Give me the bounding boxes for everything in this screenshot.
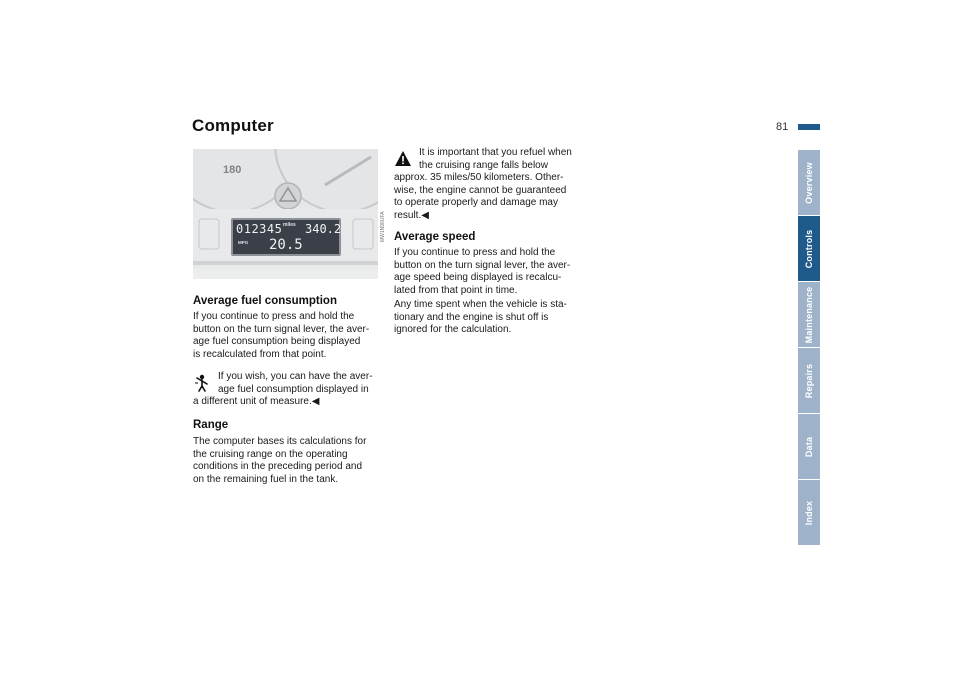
- text-line: Any time spent when the vehicle is sta-: [394, 299, 567, 310]
- odometer-unit: miles: [283, 222, 296, 228]
- side-tab-label: Maintenance: [804, 286, 814, 343]
- text-line: The computer bases its calculations for: [193, 436, 367, 447]
- side-tab-label: Index: [804, 500, 814, 525]
- text-line: result.◀: [394, 209, 429, 221]
- tip-text-bottom: [193, 396, 319, 409]
- consumption-readout: 20.5: [269, 237, 303, 253]
- side-tab-controls[interactable]: [798, 216, 820, 281]
- text-line: a different unit of measure.◀: [193, 396, 320, 407]
- text-line: If you wish, you can have the aver-: [218, 371, 373, 382]
- side-tab-repairs[interactable]: [798, 348, 820, 413]
- text-line: It is important that you refuel when: [419, 147, 572, 158]
- side-tab-data[interactable]: [798, 414, 820, 479]
- page-number: 81: [776, 121, 789, 133]
- text-line: wise, the engine cannot be guaranteed: [394, 184, 567, 196]
- text-line: lated from that point in time.: [394, 284, 518, 296]
- tip-text-top: [218, 371, 373, 396]
- text-line: age speed being displayed is recalcu-: [394, 272, 562, 283]
- text-line: If you continue to press and hold the: [394, 247, 556, 258]
- odometer-readout: 012345: [236, 222, 283, 236]
- text-line: button on the turn signal lever, the aver-: [193, 323, 370, 335]
- instrument-cluster-drawing: [193, 149, 378, 279]
- side-tab-label: Controls: [804, 229, 814, 268]
- text-line: If you continue to press and hold the: [193, 311, 355, 322]
- gauge-number: 180: [223, 164, 242, 176]
- side-tab-index[interactable]: [798, 480, 820, 545]
- side-tab-label: Repairs: [804, 363, 814, 398]
- range-readout: 340.2: [305, 222, 342, 236]
- text-line: the cruising range falls below: [419, 159, 548, 171]
- instrument-cluster-figure: [193, 149, 378, 279]
- lcd-display: [231, 218, 341, 256]
- warning-text-top: [419, 147, 572, 172]
- text-line: the cruising range on the operating: [193, 448, 348, 460]
- paragraph-range: [193, 436, 366, 486]
- paragraph-stationary-time: [394, 299, 567, 337]
- heading-average-speed: Average speed: [394, 231, 476, 243]
- paragraph-average-fuel-consumption: [193, 311, 369, 361]
- figure-code: MW1N98UFA: [380, 211, 386, 242]
- warning-text-bottom: [394, 172, 566, 222]
- text-line: on the remaining fuel in the tank.: [193, 473, 339, 485]
- text-line: tionary and the engine is shut off is: [394, 311, 549, 323]
- consumption-unit: MPG: [238, 240, 249, 245]
- heading-range: Range: [193, 419, 229, 431]
- side-tab-overview[interactable]: [798, 150, 820, 215]
- text-line: button on the turn signal lever, the aver-: [394, 259, 571, 271]
- side-tab-maintenance[interactable]: [798, 282, 820, 347]
- text-line: is recalculated from that point.: [193, 348, 327, 360]
- text-line: age fuel consumption being displayed: [193, 336, 361, 347]
- page-title: Computer: [192, 116, 274, 135]
- text-line: ignored for the calculation.: [394, 324, 512, 335]
- side-tab-label: Overview: [804, 161, 814, 204]
- side-tabs: [798, 150, 820, 546]
- text-line: to operate properly and damage may: [394, 197, 558, 208]
- side-tab-label: Data: [804, 436, 814, 457]
- text-line: conditions in the preceding period and: [193, 461, 363, 472]
- heading-average-fuel-consumption: Average fuel consumption: [193, 295, 337, 307]
- tip-person-icon: [193, 374, 211, 392]
- paragraph-average-speed: [394, 247, 570, 297]
- text-line: approx. 35 miles/50 kilometers. Other-: [394, 172, 564, 183]
- page-number-bar: [798, 124, 820, 130]
- warning-triangle-icon: [394, 150, 412, 168]
- text-line: age fuel consumption displayed in: [218, 383, 369, 395]
